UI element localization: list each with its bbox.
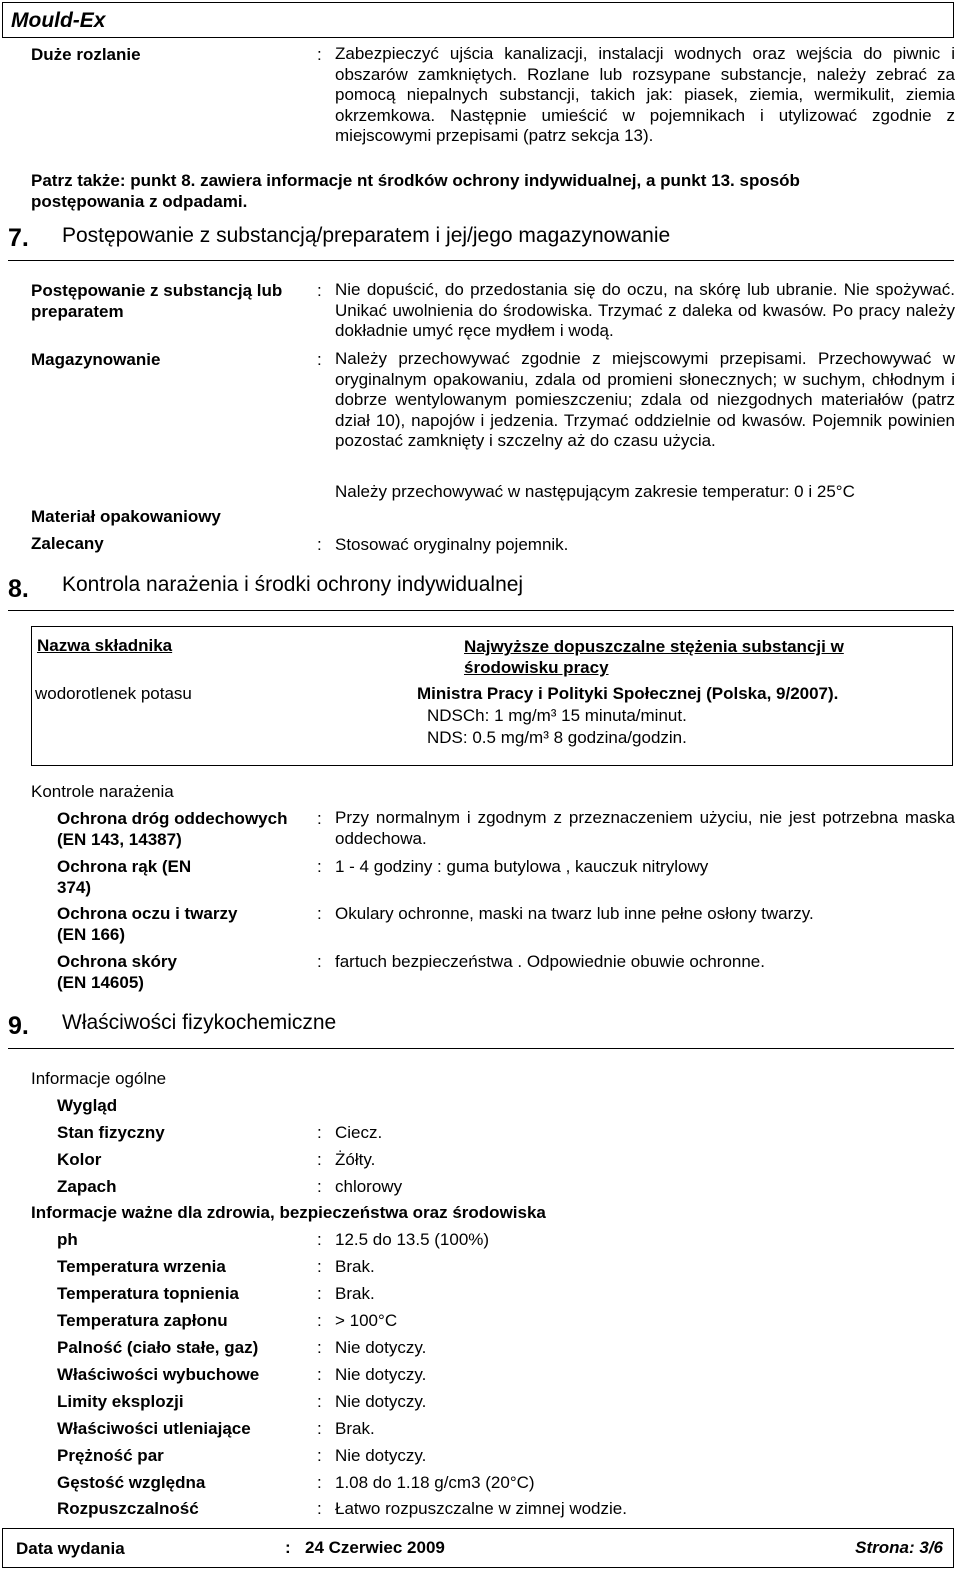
colon: :	[317, 857, 322, 876]
odor-label: Zapach	[57, 1177, 117, 1196]
brand-name: Mould-Ex	[11, 9, 106, 32]
colon: :	[317, 1392, 322, 1411]
colon: :	[317, 1473, 322, 1492]
colon: :	[317, 809, 322, 828]
hands-label: Ochrona rąk (EN 374)	[57, 857, 192, 897]
state-value: Ciecz.	[335, 1123, 383, 1142]
color-label: Kolor	[57, 1150, 102, 1169]
colon: :	[317, 1230, 322, 1249]
property-label: Właściwości wybuchowe	[57, 1365, 260, 1384]
hands-text: 1 - 4 godziny : guma butylowa , kauczuk nitrylowy	[335, 857, 709, 876]
section-9-number: 9.	[8, 1012, 29, 1040]
colon: :	[317, 350, 322, 369]
colon: :	[317, 45, 322, 64]
section-8-number: 8.	[8, 575, 29, 603]
property-label: Prężność par	[57, 1446, 164, 1465]
property-value: Brak.	[335, 1419, 375, 1438]
table-component-name: wodorotlenek potasu	[35, 684, 192, 703]
colon: :	[317, 1123, 322, 1142]
table-nds: NDS: 0.5 mg/m³ 8 godzina/godzin.	[427, 728, 687, 747]
eyes-label: Ochrona oczu i twarzy (EN 166)	[57, 904, 238, 944]
storage-temperature: Należy przechowywać w następującym zakresie temperatur: 0 i 25°C	[335, 482, 855, 501]
colon: :	[317, 1419, 322, 1438]
spill-label: Duże rozlanie	[31, 45, 141, 64]
property-label: Rozpuszczalność	[57, 1499, 199, 1518]
property-value: Nie dotyczy.	[335, 1338, 427, 1357]
see-also-note: Patrz także: punkt 8. zawiera informacje nt środków ochrony indywidualnej, a punkt 13. sposób postępowania z odpadami.	[31, 171, 800, 211]
colon: :	[317, 535, 322, 554]
colon: :	[317, 1338, 322, 1357]
storage-label: Magazynowanie	[31, 350, 161, 369]
section-divider	[8, 260, 954, 261]
section-divider	[8, 1048, 954, 1049]
storage-text: Należy przechowywać zgodnie z miejscowymi przepisami. Przechowywać w oryginalnym opakowaniu, zdala od promieni słonecznych; w suchym, chłodnym i dobrze wentylowanym pomieszczeniu; zdala od niezgodnych materiałów (patrz dział 10), napojów i jedzenia. Trzymać oddzielnie od kwasów. Pojemnik powinien pozostać zamknięty i szczelny aż do czasu użycia.	[335, 349, 955, 450]
section-divider	[8, 610, 954, 611]
colon: :	[317, 281, 322, 300]
colon: :	[285, 1538, 291, 1557]
property-label: ph	[57, 1230, 78, 1249]
handling-text: Nie dopuścić, do przedostania się do oczu, na skórę lub ubranie. Nie spożywać. Unikać uwolnienia do środowiska. Trzymać z daleka od kwasów. Po pracy należy dokładnie umyć ręce mydłem i wodą.	[335, 280, 955, 340]
property-label: Gęstość względna	[57, 1473, 206, 1492]
colon: :	[317, 1311, 322, 1330]
property-value: Nie dotyczy.	[335, 1365, 427, 1384]
section-8-title: Kontrola narażenia i środki ochrony indywidualnej	[62, 573, 524, 596]
spill-text: Zabezpieczyć ujścia kanalizacji, instalacji wodnych oraz wejścia do piwnic i obszarów zamkniętych. Rozlane lub rozsypane substancje, należy zebrać za pomocą niepalnych substancji, takich jak: piasek, ziemia, wermikulit, ziemia okrzemkowa. Następnie umieścić w pojemnikach i utylizować zgodnie z miejscowymi przepisami (patrz sekcja 13).	[335, 44, 955, 145]
property-value: Nie dotyczy.	[335, 1392, 427, 1411]
skin-text: fartuch bezpieczeństwa . Odpowiednie obuwie ochronne.	[335, 952, 765, 971]
property-label: Palność (ciało stałe, gaz)	[57, 1338, 259, 1357]
packaging-label: Materiał opakowaniowy	[31, 507, 221, 526]
recommended-label: Zalecany	[31, 534, 104, 553]
issue-date-label: Data wydania	[16, 1539, 125, 1558]
appearance-label: Wygląd	[57, 1096, 118, 1115]
state-label: Stan fizyczny	[57, 1123, 165, 1142]
property-label: Temperatura zapłonu	[57, 1311, 228, 1330]
colon: :	[317, 904, 322, 923]
table-source: Ministra Pracy i Polityki Społecznej (Polska, 9/2007).	[417, 684, 839, 703]
section-7-number: 7.	[8, 224, 29, 252]
color-value: Żółty.	[335, 1150, 376, 1169]
controls-label: Kontrole narażenia	[31, 782, 174, 801]
issue-date-value: 24 Czerwiec 2009	[305, 1538, 445, 1557]
skin-label: Ochrona skóry (EN 14605)	[57, 952, 177, 992]
colon: :	[317, 1150, 322, 1169]
property-label: Właściwości utleniające	[57, 1419, 251, 1438]
section-7-title: Postępowanie z substancją/preparatem i jej/jego magazynowanie	[62, 224, 671, 247]
property-value: Łatwo rozpuszczalne w zimnej wodzie.	[335, 1499, 627, 1518]
colon: :	[317, 952, 322, 971]
table-ndsch: NDSCh: 1 mg/m³ 15 minuta/minut.	[427, 706, 687, 725]
table-header-component: Nazwa składnika	[37, 636, 173, 655]
general-info-label: Informacje ogólne	[31, 1069, 167, 1088]
document-header	[2, 2, 954, 38]
table-header-limits: Najwyższe dopuszczalne stężenia substancji w środowisku pracy	[464, 637, 844, 677]
document-footer	[2, 1528, 954, 1568]
respiratory-label: Ochrona dróg oddechowych (EN 143, 14387)	[57, 809, 288, 849]
property-value: Brak.	[335, 1284, 375, 1303]
eyes-text: Okulary ochronne, maski na twarz lub inne pełne osłony twarzy.	[335, 904, 814, 923]
property-value: Nie dotyczy.	[335, 1446, 427, 1465]
important-info-label: Informacje ważne dla zdrowia, bezpieczeństwa oraz środowiska	[31, 1203, 546, 1222]
property-value: > 100°C	[335, 1311, 398, 1330]
colon: :	[317, 1284, 322, 1303]
property-label: Temperatura wrzenia	[57, 1257, 226, 1276]
colon: :	[317, 1446, 322, 1465]
page-number: Strona: 3/6	[855, 1538, 943, 1557]
recommended-value: Stosować oryginalny pojemnik.	[335, 535, 569, 554]
property-value: 12.5 do 13.5 (100%)	[335, 1230, 490, 1249]
colon: :	[317, 1499, 322, 1518]
odor-value: chlorowy	[335, 1177, 403, 1196]
colon: :	[317, 1177, 322, 1196]
property-value: 1.08 do 1.18 g/cm3 (20°C)	[335, 1473, 535, 1492]
property-value: Brak.	[335, 1257, 375, 1276]
property-label: Temperatura topnienia	[57, 1284, 239, 1303]
respiratory-text: Przy normalnym i zgodnym z przeznaczeniem użyciu, nie jest potrzebna maska oddechowa.	[335, 808, 955, 848]
section-9-title: Właściwości fizykochemiczne	[62, 1011, 337, 1034]
property-label: Limity eksplozji	[57, 1392, 184, 1411]
exposure-limits-table	[31, 626, 953, 766]
colon: :	[317, 1257, 322, 1276]
colon: :	[317, 1365, 322, 1384]
handling-label: Postępowanie z substancją lub preparatem	[31, 281, 283, 321]
